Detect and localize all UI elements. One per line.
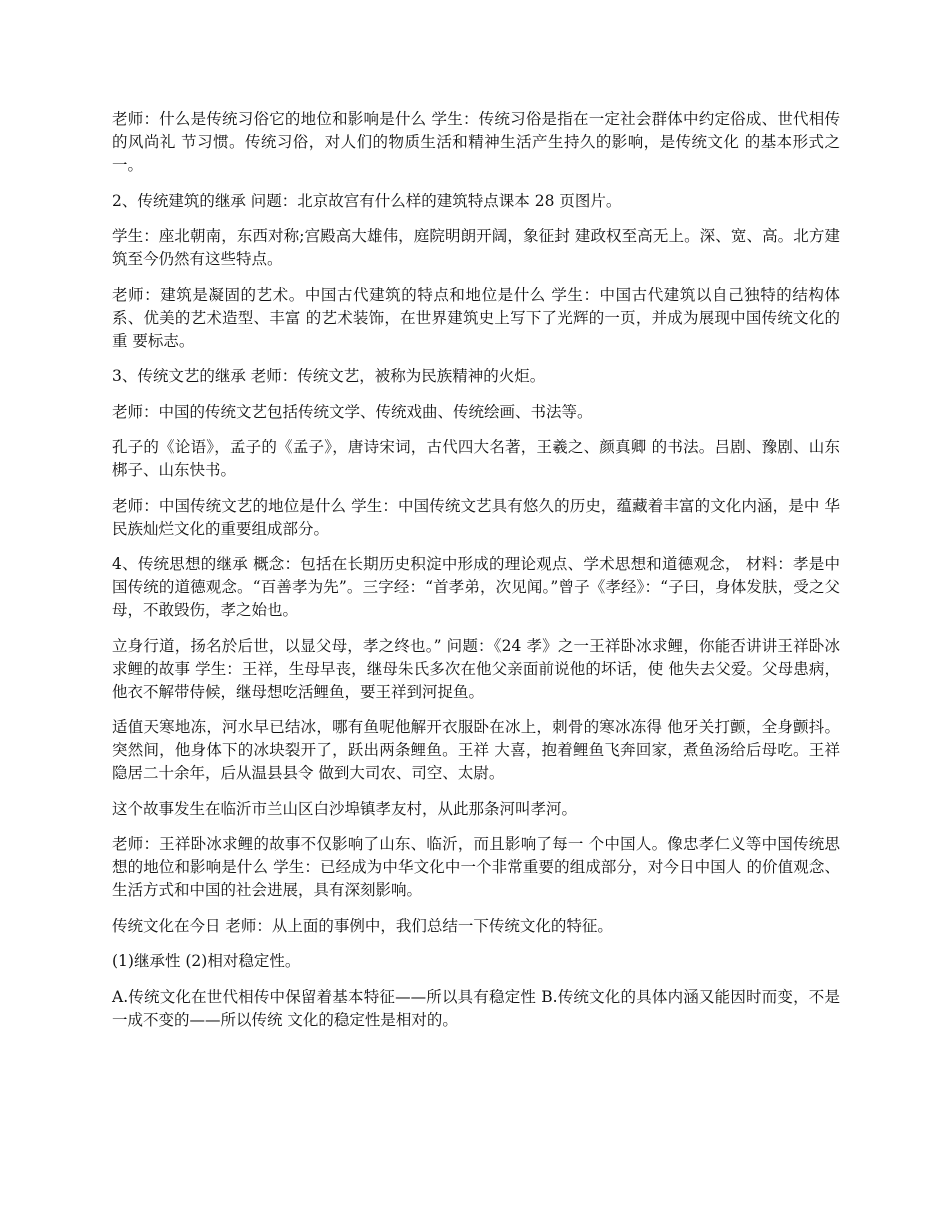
paragraph-16: A.传统文化在世代相传中保留着基本特征——所以具有稳定性 B.传统文化的具体内涵又能因时而变，不是一成不变的——所以传统 文化的稳定性是相对的。 — [112, 987, 840, 1029]
paragraph-7: 孔子的《论语》，孟子的《孟子》，唐诗宋词，古代四大名著，王羲之、颜真卿 的书法。吕剧、豫剧、山东梆子、山东快书。 — [112, 438, 840, 479]
paragraph-9: 4、传统思想的继承 概念：包括在长期历史积淀中形成的理论观点、学术思想和道德观念， 材料：孝是中国传统的道德观念。“百善孝为先”。三字经：“首孝弟，次见闻。”曾子《孝经》：“子曰，身体发肤，受之父母，不敢毁伤，孝之始也。 — [112, 555, 840, 619]
paragraph-11: 适值天寒地冻，河水早已结冰，哪有鱼呢他解开衣服卧在冰上，刺骨的寒冰冻得 他牙关打颤，全身颤抖。突然间，他身体下的冰块裂开了，跃出两条鲤鱼。王祥 大喜，抱着鲤鱼飞奔回家，煮鱼汤给后母吃。王祥隐居二十余年，后从温县县令 做到大司农、司空、太尉。 — [112, 718, 840, 782]
paragraph-3: 学生：座北朝南，东西对称;宫殿高大雄伟，庭院明朗开阔，象征封 建政权至高无上。深、宽、高。北方建筑至今仍然有这些特点。 — [112, 227, 840, 268]
paragraph-5: 3、传统文艺的继承 老师：传统文艺，被称为民族精神的火炬。 — [112, 367, 546, 385]
paragraph-8: 老师：中国传统文艺的地位是什么 学生：中国传统文艺具有悠久的历史，蕴藏着丰富的文化内涵，是中 华民族灿烂文化的重要组成部分。 — [112, 496, 840, 538]
paragraph-15: (1)继承性 (2)相对稳定性。 — [112, 952, 301, 970]
paragraph-6: 老师：中国的传统文艺包括传统文学、传统戏曲、传统绘画、书法等。 — [112, 402, 593, 421]
paragraph-12: 这个故事发生在临沂市兰山区白沙埠镇孝友村，从此那条河叫孝河。 — [112, 799, 578, 818]
paragraph-2: 2、传统建筑的继承 问题：北京故宫有什么样的建筑特点课本 28 页图片。 — [112, 191, 622, 210]
paragraph-1: 老师：什么是传统习俗它的地位和影响是什么 学生：传统习俗是指在一定社会群体中约定俗成、世代相传的风尚礼 节习惯。传统习俗，对人们的物质生活和精神生活产生持久的影响，是传统文化 的基本形式之一。 — [112, 110, 840, 174]
document-body — [112, 108, 840, 1044]
paragraph-10: 立身行道，扬名於后世，以显父母，孝之终也。” 问题：《24 孝》之一王祥卧冰求鲤，你能否讲讲王祥卧冰求鲤的故事 学生：王祥，生母早丧，继母朱氏多次在他父亲面前说他的坏话，使 他失去父爱。父母患病，他衣不解带侍候，继母想吃活鲤鱼，要王祥到河捉鱼。 — [112, 636, 840, 701]
paragraph-13: 老师：王祥卧冰求鲤的故事不仅影响了山东、临沂，而且影响了每一 个中国人。像忠孝仁义等中国传统思想的地位和影响是什么 学生：已经成为中华文化中一个非常重要的组成部分，对今日中国人 的价值观念、生活方式和中国的社会进展，具有深刻影响。 — [112, 835, 840, 899]
paragraph-14: 传统文化在今日 老师：从上面的事例中，我们总结一下传统文化的特征。 — [112, 916, 613, 935]
paragraph-4: 老师：建筑是凝固的艺术。中国古代建筑的特点和地位是什么 学生：中国古代建筑以自己独特的结构体系、优美的艺术造型、丰富 的艺术装饰，在世界建筑史上写下了光辉的一页，并成为展现中国传统文化的重 要标志。 — [112, 285, 840, 350]
